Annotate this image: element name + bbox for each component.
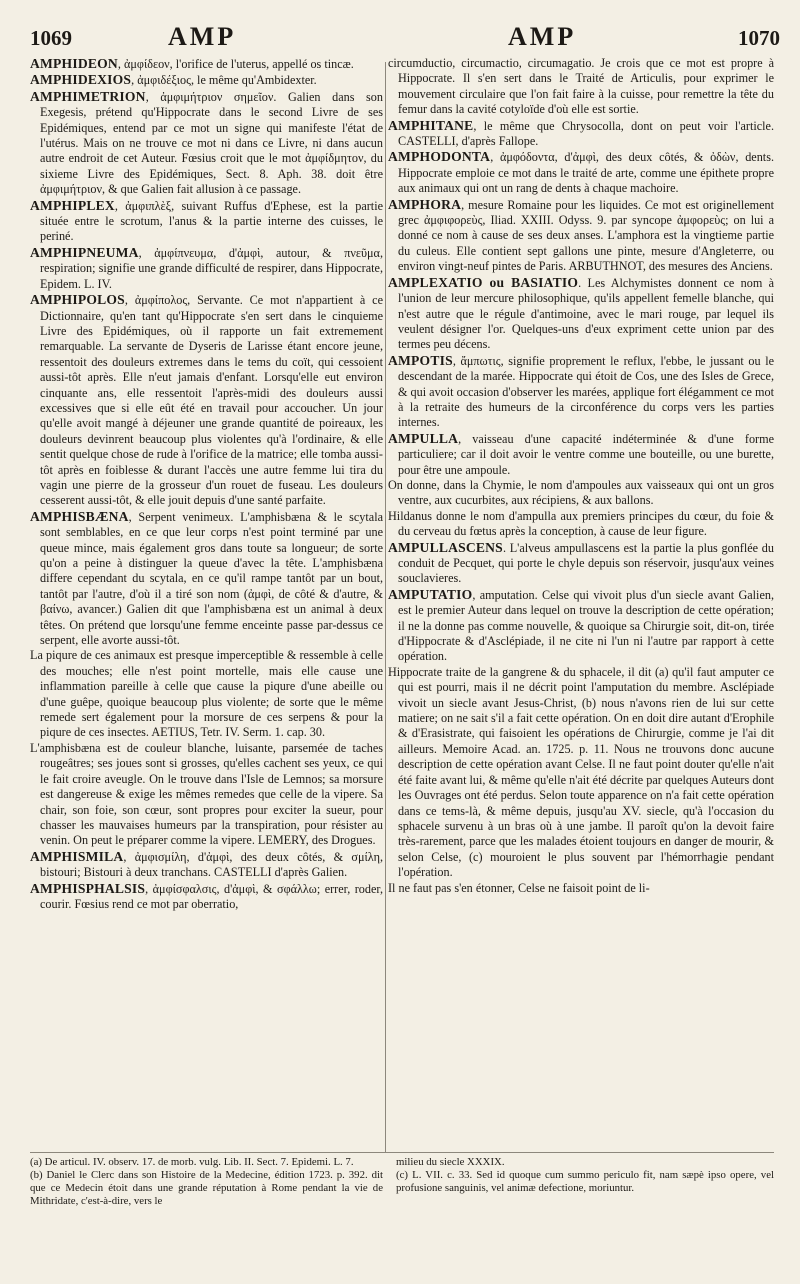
entry-text: , ἀμφιμήτριον σημεῖον. Galien dans son Exegesis, prétend qu'Hippocrate dans le second Livre de ses Epidémiques, entend par ce mot un signe qui manifeste l'état de l'utérus. Mais on ne trouve ce mot ni dans ce Livre, ni dans aucun autre endroit de cet Auteur. Fœsius croit que le mot ἀμφίδμητον, du sixieme Livre des Epidémiques, Sect. 8. Aph. 38. doit être ἀμφιμήτριον, & que Galien fait allusion à ce passage.	[40, 89, 383, 197]
entry-headword: AMPULLASCENS	[388, 539, 503, 555]
entry-headword: AMPUTATIO	[388, 586, 473, 602]
page-header	[0, 22, 800, 56]
dictionary-entry	[30, 245, 383, 292]
entry-text: , mesure Romaine pour les liquides. Ce mot est originellement grec ἀμφιφορεὺς, Iliad. XXIII. Odyss. 9. par syncope ἀμφορεὺς; on lui a donné ce nom à cause de ses deux anses. L'amphora est la vingtieme partie du culeus. Elle contient sept gallons une pinte, mesure d'Angleterre, ou environ vingt-neuf pintes de Paris. ARBUTHNOT, des mesures des Anciens.	[398, 197, 774, 274]
footnote: (b) Daniel le Clerc dans son Histoire de la Medecine, édition 1723. p. 392. dit que ce Medecin étoit dans une grande réputation à Rome pendant la vie de Mithridate, c'est-à-dire, vers le	[30, 1169, 383, 1207]
entry-headword: AMPHIPNEUMA	[30, 244, 139, 260]
footnote: (c) L. VII. c. 33. Sed id quoque cum summo periculo fit, nam sæpè ipso opere, vel profusione sanguinis, vel animæ defectione, moriuntur.	[396, 1169, 774, 1194]
dictionary-entry	[388, 587, 774, 665]
entry-headword: AMPHISMILA	[30, 848, 124, 864]
dictionary-entry	[388, 56, 774, 118]
entry-text: . Les Alchymistes donnent ce nom à l'union de leur mercure philosophique, qu'ils appellent femelle blanche, qui n'est autre que le régule d'antimoine, avec le mari rouge, par lequel ils veulent désigner l'or. Quelques-uns d'eux expriment cette union par des termes peu décens.	[398, 275, 774, 352]
footnote: (a) De articul. IV. observ. 17. de morb. vulg. Lib. II. Sect. 7. Epidemi. L. 7.	[30, 1156, 354, 1168]
page-number-right: 1070	[738, 26, 780, 50]
dictionary-entry	[388, 118, 774, 150]
dictionary-entry	[30, 881, 383, 913]
footnote: milieu du siecle XXXIX.	[396, 1156, 505, 1168]
entry-text: , vaisseau d'une capacité indéterminée & d'une forme particuliere; car il doit avoir le ventre comme une bouteille, ou une burette, pour être une ampoule.	[398, 431, 774, 477]
dictionary-entry	[30, 89, 383, 198]
entry-text: , ἀμφίσφαλσις, d'ἀμφὶ, & σφάλλω; errer, roder, courir. Fœsius rend ce mot par oberratio,	[40, 881, 383, 911]
entry-text: L'amphisbæna est de couleur blanche, luisante, parsemée de taches rougeâtres; ses joues sont si grosses, qu'elles cachent ses yeux, ce qui le fait croire aveugle. On le trouve dans l'Isle de Lemnos; sa morsure est dangereuse & exige les mêmes remedes que celle de la vipere. Sa chair, son foie, son cœur, sont propres pour exciter la sueur, pour chasser les mauvaises humeurs par la transpiration, pour résister au venin. On peut le préparer comme la vipere. LEMERY, des Drogues.	[30, 740, 383, 848]
entry-headword: AMPHITANE	[388, 117, 474, 133]
dictionary-entry	[388, 509, 774, 540]
dictionary-entry	[388, 431, 774, 478]
dictionary-entry	[30, 849, 383, 881]
dictionary-entry	[30, 509, 383, 649]
entry-text: La piqure de ces animaux est presque imperceptible & ressemble à celle des mouches; elle n'est point mortelle, mais elle cause une inflammation pareille à celle que cause la piqure d'une abeille ou d'une guêpe, quoique beaucoup plus violente; de sorte que le même remede sert également pour la morsure de ces serpens & pour la piqure de ces insectes. AETIUS, Tetr. IV. Serm. 1. cap. 30.	[30, 648, 383, 740]
entry-text: Hildanus donne le nom d'ampulla aux premiers principes du cœur, du foie & du cerveau du fœtus après la conception, à cause de leur figure.	[388, 508, 774, 539]
dictionary-entry	[30, 648, 383, 740]
page-number-left: 1069	[30, 26, 72, 50]
entry-text: Hippocrate traite de la gangrene & du sphacele, il dit (a) qu'il faut amputer ce qui est pourri, mais il ne décrit point l'amputation du membre. Asclépiade vivoit un siecle avant Jesus-Christ, (b) nous n'avons rien de lui sur cette matiere; on ne sait s'il a fait cette opération. On en doit dire autant d'Erophile & d'Erasistrate, qui faisoient les opérations de Chirurgie, comme je l'ai dit ailleurs. Memoire Acad. an. 1725. p. 11. Nous ne trouvons donc aucune description de cette opération avant Celse. Il ne faut point douter qu'elle n'ait été faite avant lui, & même qu'elle n'ait été décrite par quelques Auteurs dont les Ouvrages ont été perdus. Selon toute apparence on n'a fait cette opération dans ce tems-là, & même depuis, jusqu'au XV. siecle, qu'à l'occasion du sphacele survenu à un bras où à une jambe. Il paroît qu'on la devoit faire très-rarement, parce que les malades étoient toujours en danger de mourir, & selon Celse, (c) mouroient le plus souvent par l'hémorrhagie pendant l'opération.	[388, 664, 774, 880]
entry-text: , ἀμφίπολος, Servante. Ce mot n'appartient à ce Dictionnaire, qu'en tant qu'Hippocrate s'en sert dans le cinquieme Livre des Epidémiques, où il rapporte un fait extremement remarquable. La servante de Dyseris de Larisse étant encore jeune, ressentoit des douleurs extremes dans le tems du coït, qui cessoient aussi-tôt après. Elle n'eut jamais d'enfant. Lorsqu'elle eut environ cinquante ans, elle ressentoit l'après-midi des douleurs aussi excessives que si elle eût été en travail pour accoucher. Un jour qu'elle avoit mangé à déjeuner une grande quantité de poireaux, les douleurs devinrent beaucoup plus violentes qu'à l'ordinaire, & elle sentit quelque chose de rude à l'orifice de la matrice; elle tomba aussi-tôt après en foiblesse & durant l'accès une autre femme lui tira du vagin une pierre de la grosseur d'un rouet de fuseau. Les douleurs cesserent aussi-tôt, & elle jouit depuis d'une santé parfaite.	[40, 293, 383, 508]
entry-headword: AMPHISBÆNA	[30, 508, 129, 524]
running-head-left: AMP	[168, 22, 237, 51]
dictionary-entry	[388, 881, 774, 896]
entry-headword: AMPHIDEXIOS	[30, 72, 132, 88]
footnotes-left	[30, 1156, 383, 1208]
entry-text: , ἀμφόδοντα, d'ἀμφὶ, des deux côtés, & ὀδὼν, dents. Hippocrate emploie ce mot dans le traité de arte, comme une épithete propre aux animaux qui ont un rang de dents à chaque machoire.	[398, 150, 774, 196]
footnotes-right	[396, 1156, 774, 1195]
entry-text: On donne, dans la Chymie, le nom d'ampoules aux vaisseaux qui ont un gros ventre, aux cucurbites, aux récipiens, & aux ballons.	[388, 477, 774, 508]
dictionary-entry	[388, 478, 774, 509]
column-divider	[385, 62, 386, 1152]
entry-headword: AMPHIPOLOS	[30, 292, 125, 308]
library-stamp-mark	[329, 1223, 581, 1280]
footnote-rule	[30, 1152, 774, 1153]
entry-text: , ἀμφισμίλη, d'ἀμφὶ, des deux côtés, & σμίλη, bistouri; Bistouri à deux tranchans. CASTELLI d'après Galien.	[40, 849, 383, 880]
entry-text: , ἀμφίπνευμα, d'ἀμφὶ, autour, & πνεῦμα, respiration; signifie une grande difficulté de respirer, dans Hippocrate, Epidem. L. IV.	[40, 245, 383, 291]
entry-text: , ἀμφιδέξιος, le même qu'Ambidexter.	[131, 73, 317, 88]
dictionary-entry	[388, 197, 774, 275]
entry-headword: AMPHIMETRION	[30, 88, 146, 104]
right-column	[388, 56, 774, 1146]
entry-headword: AMPLEXATIO ou BASIATIO	[388, 274, 579, 290]
entry-text: circumductio, circumactio, circumagatio. Je crois que ce mot est propre à Hippocrate. Il s'en sert dans le Traité de Articulis, pour exprimer le mouvement circulaire que l'on fait faire à la cuisse, pour remettre la tête du femur dans la cavité cotyloïde d'où elle est sortie.	[388, 56, 774, 117]
entry-headword: AMPHIDEON	[30, 56, 118, 71]
dictionary-entry	[388, 353, 774, 431]
dictionary-entry	[30, 741, 383, 849]
running-head-right: AMP	[508, 22, 577, 51]
entry-headword: AMPHISPHALSIS	[30, 880, 146, 896]
entry-headword: AMPHORA	[388, 196, 462, 212]
entry-headword: AMPHODONTA	[388, 149, 491, 165]
left-column	[30, 56, 383, 1146]
entry-headword: AMPHIPLEX	[30, 197, 115, 213]
entry-text: . L'alveus ampullascens est la partie la plus gonflée du conduit de Pecquet, qui porte le chyle depuis son réservoir, jusqu'aux veines souclavieres.	[398, 540, 774, 586]
entry-text: , ἀμφιπλὲξ, suivant Ruffus d'Ephese, est la partie située entre le scrotum, l'anus & la partie interne des cuisses, le periné.	[40, 198, 383, 244]
dictionary-entry	[30, 72, 383, 88]
entry-text: Il ne faut pas s'en étonner, Celse ne faisoit point de li-	[388, 880, 650, 895]
dictionary-entry	[388, 665, 774, 881]
dictionary-entry	[30, 292, 383, 509]
entry-text: , ἄμπωτις, signifie proprement le reflux, l'ebbe, le jussant ou le descendant de la marée. Hippocrate qui étoit de Cos, une des Isles de Grece, & qui avoit occasion d'observer les marées, applique fort élégamment ce mot à la retraite des humeurs de la circonférence du corps vers les parties internes.	[398, 353, 774, 430]
entry-text: , amputation. Celse qui vivoit plus d'un siecle avant Galien, est le premier Auteur dans lequel on trouve la description de cette opération; il ne la donne pas comme nouvelle, & quoique sa Chirurgie soit, dit-on, tirée d'Hippocrate & d'Asclépiade, il ne cite ni l'un ni l'autre par rapport à cette opération.	[398, 587, 774, 664]
dictionary-entry	[30, 56, 383, 72]
dictionary-entry	[388, 540, 774, 587]
entry-text: , Serpent venimeux. L'amphisbæna & le scytala sont semblables, en ce que leur corps n'est point terminé par une queue mince, mais également gros dans toute sa longueur; de sorte qu'on a peine à distinguer la queue d'avec la tête. L'amphisbæna differe cependant du scytala, en ce qu'il rampe tantôt par un bout, tantôt par l'autre, d'où il a tiré son nom (ἀμφὶ, de côté & d'autre, & βαίνω, avancer.) Galien dit que l'amphisbæna est un animal à deux têtes. On prétend que lorsqu'une femme enceinte passe par-dessus ce serpent, elle avorte aussi-tôt.	[40, 509, 383, 648]
entry-text: , le même que Chrysocolla, dont on peut voir l'article. CASTELLI, d'après Fallope.	[398, 118, 774, 149]
dictionary-entry	[30, 198, 383, 245]
entry-headword: AMPULLA	[388, 430, 459, 446]
entry-text: , ἀμφίδεον, l'orifice de l'uterus, appellé os tincæ.	[117, 57, 354, 71]
dictionary-entry	[388, 275, 774, 353]
dictionary-entry	[388, 149, 774, 196]
entry-headword: AMPOTIS	[388, 352, 453, 368]
